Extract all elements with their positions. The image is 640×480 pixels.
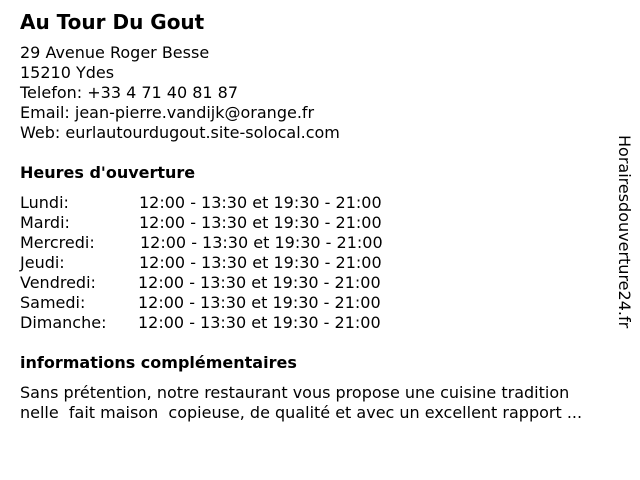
- address-city: 15210 Ydes: [20, 63, 115, 82]
- opening-hours-table: [20, 193, 440, 333]
- hours-row-sunday: [20, 313, 440, 333]
- address-street: 29 Avenue Roger Besse: [20, 43, 210, 62]
- description-line: nelle fait maison copieuse, de qualité et avec un excellent rapport ...: [20, 403, 583, 422]
- day-label: Mercredi:: [20, 233, 95, 252]
- day-label: Mardi:: [20, 213, 70, 232]
- day-label: Samedi:: [20, 293, 86, 312]
- additional-info-heading: informations complémentaires: [20, 353, 297, 372]
- hours-row-tuesday: [20, 213, 440, 233]
- hours-row-wednesday: [20, 233, 440, 253]
- site-watermark: Horairesdouverture24.fr: [615, 135, 634, 329]
- time-range: 12:00 - 13:30 et 19:30 - 21:00: [139, 253, 382, 272]
- description-line: Sans prétention, notre restaurant vous propose une cuisine tradition: [20, 383, 570, 402]
- hours-row-monday: [20, 193, 440, 213]
- opening-hours-heading: Heures d'ouverture: [20, 163, 196, 182]
- hours-row-saturday: [20, 293, 440, 313]
- hours-row-friday: [20, 273, 440, 293]
- time-range: 12:00 - 13:30 et 19:30 - 21:00: [139, 213, 382, 232]
- day-label: Lundi:: [20, 193, 69, 212]
- phone-number: Telefon: +33 4 71 40 81 87: [20, 83, 239, 102]
- day-label: Vendredi:: [20, 273, 96, 292]
- website-address: Web: eurlautourdugout.site-solocal.com: [20, 123, 340, 142]
- time-range: 12:00 - 13:30 et 19:30 - 21:00: [138, 293, 381, 312]
- day-label: Jeudi:: [20, 253, 65, 272]
- time-range: 12:00 - 13:30 et 19:30 - 21:00: [140, 233, 383, 252]
- contact-block: [20, 43, 340, 143]
- day-label: Dimanche:: [20, 313, 107, 332]
- time-range: 12:00 - 13:30 et 19:30 - 21:00: [139, 193, 382, 212]
- hours-row-thursday: [20, 253, 440, 273]
- additional-info-text: [20, 383, 630, 423]
- time-range: 12:00 - 13:30 et 19:30 - 21:00: [138, 313, 381, 332]
- time-range: 12:00 - 13:30 et 19:30 - 21:00: [138, 273, 381, 292]
- restaurant-name: Au Tour Du Gout: [20, 10, 205, 34]
- email-address: Email: jean-pierre.vandijk@orange.fr: [20, 103, 315, 122]
